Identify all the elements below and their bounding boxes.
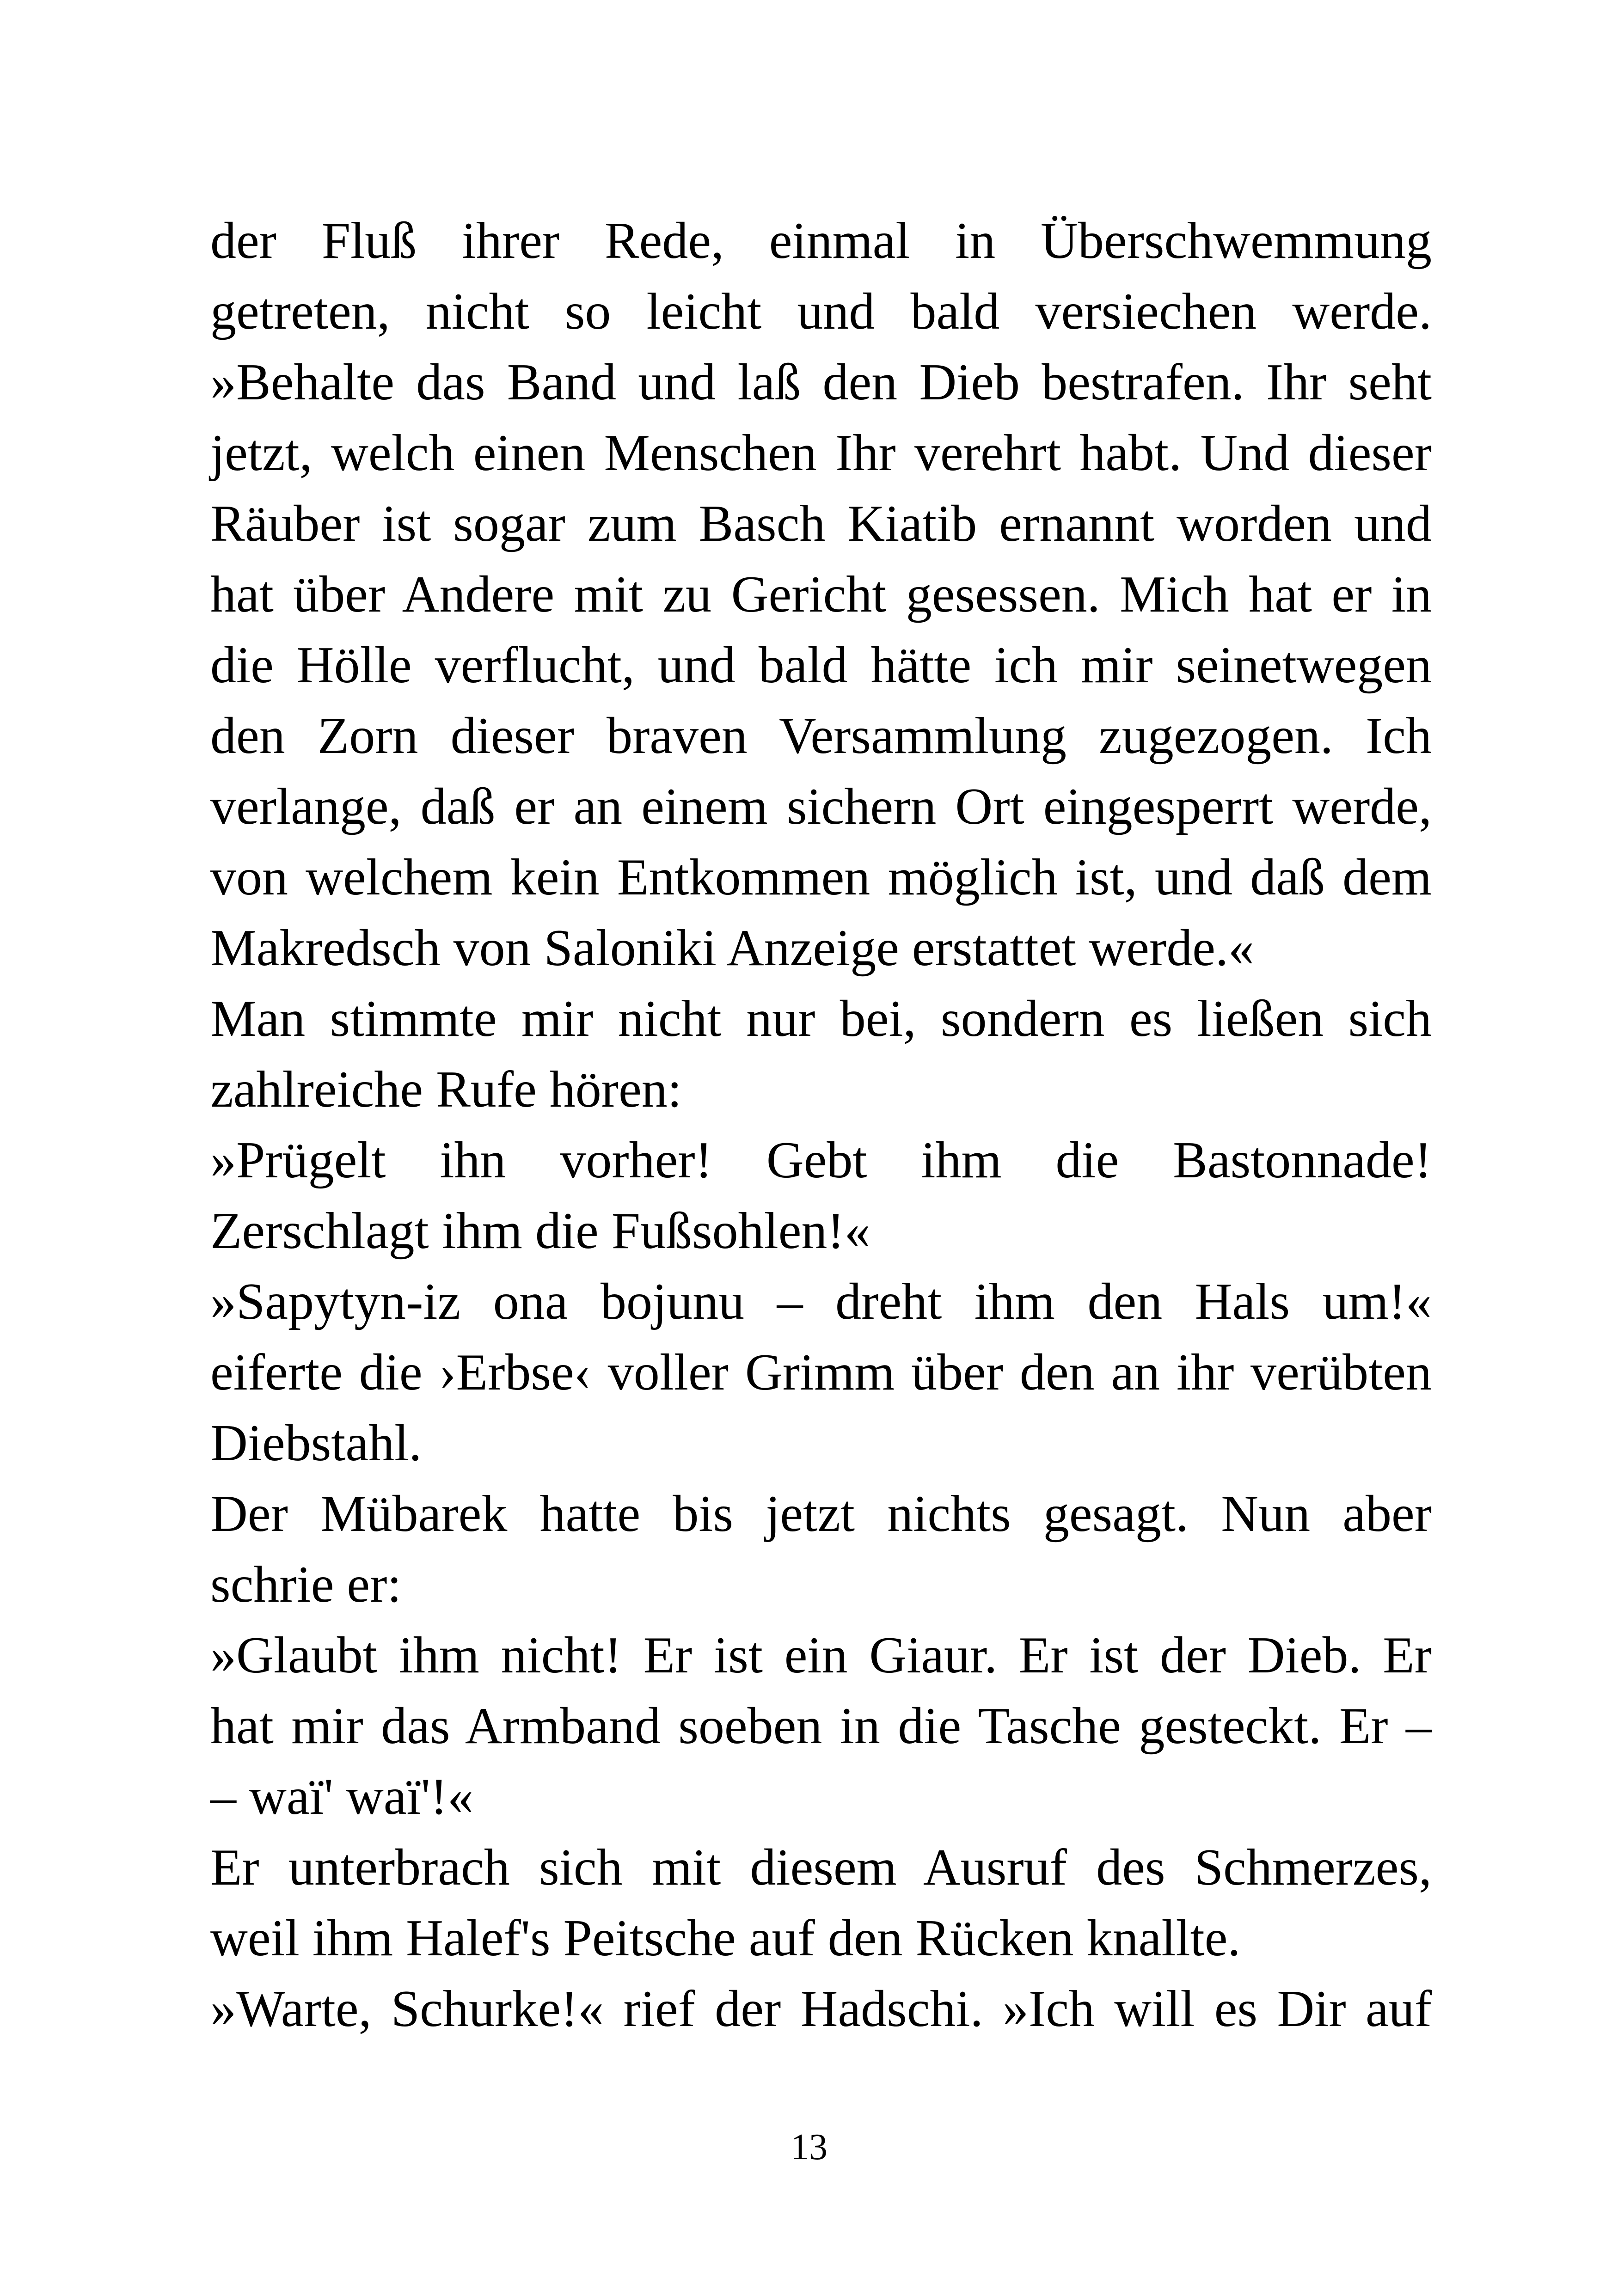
text-line: »Warte, Schurke!« rief der Hadschi. »Ich will es Dir auf — [210, 1980, 1432, 2038]
text-line: zahlreiche Rufe hören: — [210, 1061, 682, 1118]
text-line: weil ihm Halef's Peitsche auf den Rücken knallte. — [210, 1910, 1241, 1967]
text-line: »Behalte das Band und laß den Dieb bestrafen. Ihr seht — [210, 354, 1432, 411]
text-line: Der Mübarek hatte bis jetzt nichts gesagt. Nun aber — [210, 1485, 1432, 1543]
text-line: den Zorn dieser braven Versammlung zugezogen. Ich — [210, 707, 1432, 765]
text-line: Diebstahl. — [210, 1414, 422, 1472]
text-line: der Fluß ihrer Rede, einmal in Überschwemmung — [210, 212, 1432, 269]
text-line: hat mir das Armband soeben in die Tasche gesteckt. Er – — [210, 1697, 1432, 1755]
text-line: »Sapytyn-iz ona bojunu – dreht ihm den Hals um!« — [210, 1273, 1432, 1330]
page-number: 13 — [791, 2127, 827, 2167]
text-line: schrie er: — [210, 1556, 402, 1613]
text-line: Räuber ist sogar zum Basch Kiatib ernannt worden und — [210, 495, 1432, 552]
text-line: eiferte die ›Erbse‹ voller Grimm über den an ihr verübten — [210, 1344, 1432, 1401]
text-line: »Prügelt ihn vorher! Gebt ihm die Bastonnade! — [210, 1132, 1432, 1189]
text-line: verlange, daß er an einem sichern Ort eingesperrt werde, — [210, 778, 1432, 835]
text-line: Makredsch von Saloniki Anzeige erstattet werde.« — [210, 919, 1254, 977]
text-line: die Hölle verflucht, und bald hätte ich mir seinetwegen — [210, 637, 1432, 694]
text-line: Zerschlagt ihm die Fußsohlen!« — [210, 1202, 870, 1260]
text-line: Er unterbrach sich mit diesem Ausruf des Schmerzes, — [210, 1839, 1432, 1896]
text-line: jetzt, welch einen Menschen Ihr verehrt habt. Und dieser — [210, 424, 1432, 482]
text-line: von welchem kein Entkommen möglich ist, und daß dem — [210, 849, 1432, 906]
text-line: »Glaubt ihm nicht! Er ist ein Giaur. Er ist der Dieb. Er — [210, 1627, 1432, 1684]
text-line: – waï' waï'!« — [210, 1768, 474, 1825]
body-text — [210, 206, 1432, 2045]
text-line: Man stimmte mir nicht nur bei, sondern es ließen sich — [210, 990, 1432, 1047]
text-line: getreten, nicht so leicht und bald versiechen werde. — [210, 283, 1432, 340]
text-line: hat über Andere mit zu Gericht gesessen. Mich hat er in — [210, 566, 1432, 623]
